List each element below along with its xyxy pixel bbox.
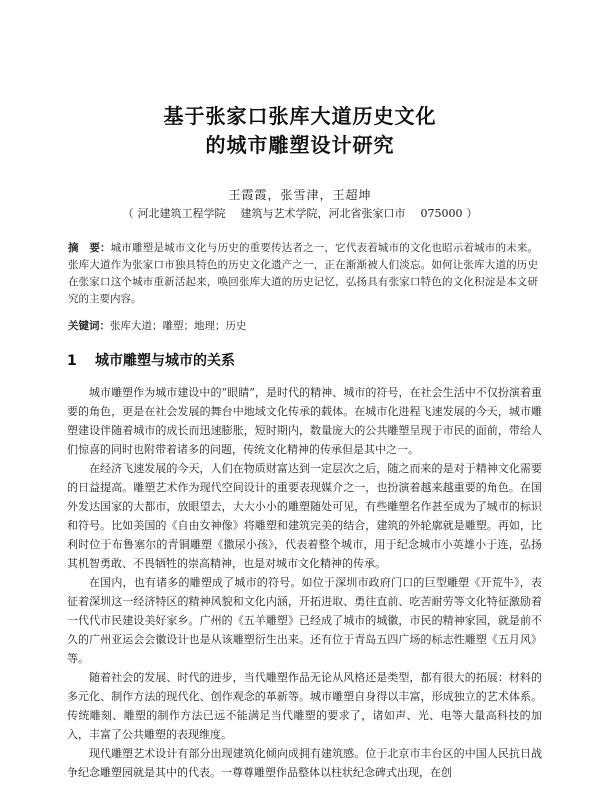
keywords-label: 关键词： [68,320,110,332]
body-text [67,383,542,782]
paper-title-line-1: 基于张家口张库大道历史文化 [163,104,437,128]
paragraph: 现代雕塑艺术设计有部分出现建筑化倾向成拥有建筑感。位于北京市丰台区的中国人民抗日战争纪念雕塑园就是其中的代表。一尊尊雕塑作品整体以柱状纪念碑式出现，在创 [67,747,542,779]
abstract [68,240,538,308]
paragraph: 在国内，也有诸多的雕塑成了城市的符号。如位于深圳市政府门口的巨型雕塑《开荒牛》，表征着深圳这一经济特区的精神风貌和文化内涵，开拓进取、勇往直前、吃苦耐劳等文化特征激励着一代代市民建设美好家乡。广州的《五羊雕塑》已经成了城市的城徽，市民的精神家园，就是前不久的广州亚运会会徽设计也是从该雕塑衍生出来。还有位于青岛五四广场的标志性雕塑《五月风》等。 [67,576,542,665]
affiliation-school: 建筑与艺术学院，河北省张家口市 [240,207,406,220]
affiliation [0,205,600,221]
authors: 王霞霞，张雪津，王超坤 [228,188,372,202]
paper-title-line-2: 的城市雕塑设计研究 [205,133,395,157]
keywords-text: 张库大道；雕塑；地理；历史 [110,320,247,332]
paragraph: 随着社会的发展、时代的进步，当代雕塑作品无论从风格还是类型，都有很大的拓展：材料的多元化、制作方法的现代化、创作观念的革新等。城市雕塑自身得以丰富，形成独立的艺术体系。传统雕刻、雕塑的制作方法已远不能满足当代雕塑的要求了，诸如声、光、电等大量高科技的加入，丰富了公共雕塑的表现维度。 [67,671,542,741]
affiliation-institution: 河北建筑工程学院 [137,207,226,220]
affiliation-postcode: 075000 [420,207,463,220]
section-number: 1 [67,353,77,369]
abstract-label: 摘 要： [68,242,111,254]
section-title: 城市雕塑与城市的关系 [95,353,235,369]
abstract-text: 城市雕塑是城市文化与历史的重要传达者之一，它代表着城市的文化也昭示着城市的未来。张库大道作为张家口市独具特色的历史文化遗产之一，正在渐渐被人们淡忘。如何让张库大道的历史在张家口这个城市重新活起来，唤回张库大道的历史记忆，弘扬具有张家口特色的文化积淀是本文研究的主要内容。 [68,242,539,305]
affiliation-open-paren: （ [122,207,134,220]
paragraph: 在经济飞速发展的今天，人们在物质财富达到一定层次之后，随之而来的是对于精神文化需要的日益提高。雕塑艺术作为现代空间设计的重要表现媒介之一，也扮演着越来越重要的角色。在国外发达国家的大都市，放眼望去，大大小小的雕塑随处可见，有些雕塑名作甚至成为了城市的标识和符号。比如美国的《自由女神像》将雕塑和建筑完美的结合，建筑的外轮廓就是雕塑。再如，比利时位于布鲁塞尔的青铜雕塑《撒尿小孩》，代表着整个城市，用于纪念城市小英雄小于连，弘扬其机智勇敢、不畏牺牲的崇高精神，也是对城市文化精神的传承。 [67,462,542,570]
section-heading [67,350,235,370]
keywords [68,318,538,335]
paragraph: 城市雕塑作为城市建设中的“眼睛”，是时代的精神、城市的符号，在社会生活中不仅扮演着重要的角色，更是在社会发展的舞台中地域文化传承的载体。在城市化进程飞速发展的今天，城市雕塑建设伴随着城市的成长而迅速膨胀，短时期内，数量庞大的公共雕塑呈现于市民的面前，带给人们惊喜的同时也附带着诸多的问题，传统文化精神的传承但是其中之一。 [67,386,542,456]
affiliation-close-paren: ） [466,207,478,220]
